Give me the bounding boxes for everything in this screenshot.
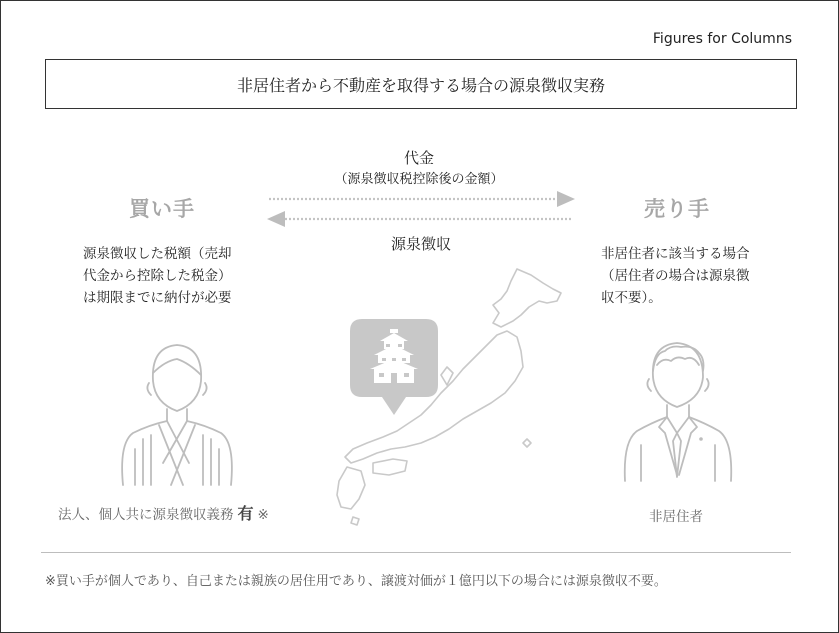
buyer-caption (58, 501, 269, 524)
seller-note-line: 非居住者に該当する場合 (601, 246, 750, 262)
footnote: ※買い手が個人であり、自己または親族の居住用であり、譲渡対価が１億円以下の場合には源泉徴収不要。 (45, 574, 667, 589)
payment-label: 代金 (403, 149, 434, 167)
seller-note-line: （居住者の場合は源泉徴 (601, 268, 750, 284)
divider (41, 552, 791, 553)
buyer-note-line: 源泉徴収した税額（売却 (83, 246, 232, 262)
japan-map-icon (1, 1, 839, 633)
buyer-caption-emphasis: 有 (237, 504, 254, 523)
seller-note (601, 243, 791, 309)
castle-pin-icon (350, 319, 440, 419)
diagram-title: 非居住者から不動産を取得する場合の源泉徴収実務 (236, 75, 605, 95)
buyer-note (83, 243, 283, 309)
seller-caption: 非居住者 (649, 509, 703, 525)
person-in-kimono-icon (113, 339, 241, 489)
buyer-caption-mark: ※ (257, 507, 269, 523)
buyer-caption-text: 法人、個人共に源泉徴収義務 (58, 507, 234, 523)
payment-arrow (269, 191, 575, 207)
withholding-arrow (267, 211, 573, 227)
buyer-note-line: は期限までに納付が必要 (83, 290, 232, 306)
withholding-label: 源泉徴収 (390, 235, 451, 253)
payment-sublabel: （源泉徴収税控除後の金額） (334, 172, 504, 187)
header-label: Figures for Columns (652, 31, 792, 47)
buyer-note-line: 代金から控除した税金） (83, 268, 232, 284)
buyer-role-label: 買い手 (129, 197, 195, 221)
seller-role-label: 売り手 (644, 197, 710, 221)
person-in-suit-icon (619, 337, 737, 483)
seller-note-line: 収不要）。 (601, 290, 662, 306)
